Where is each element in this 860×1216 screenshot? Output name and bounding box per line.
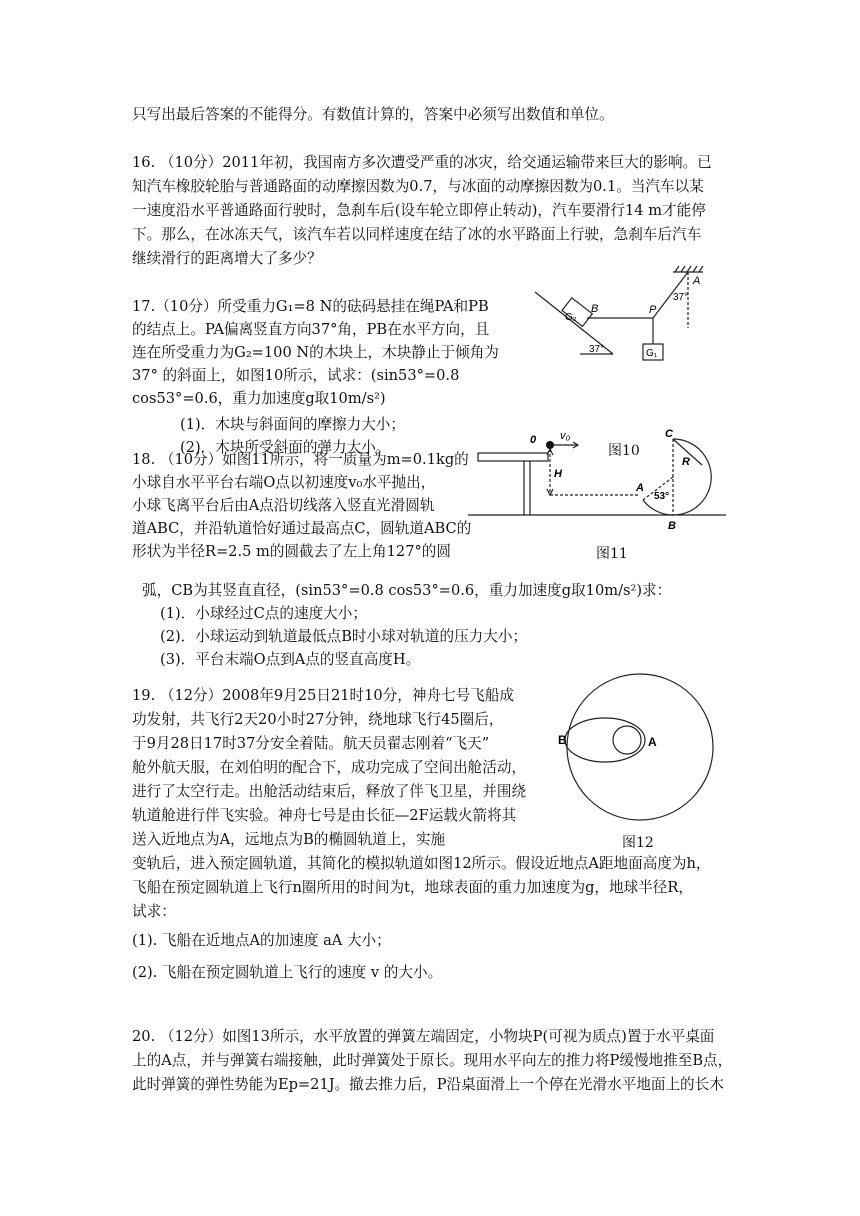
q16-line: 下。那么，在冰冻天气，该汽车若以同样速度在结了冰的水平路面上行驶，急刹车后汽车 xyxy=(132,226,702,243)
q19-subquestion: (1). 飞船在近地点A的加速度 aA 大小； xyxy=(132,932,391,949)
q18-subquestion: (2)．小球运动到轨道最低点B时小球对轨道的压力大小； xyxy=(160,628,528,645)
fig12-elliptical-orbit xyxy=(565,718,645,762)
figure-11-diagram xyxy=(468,425,728,535)
q20-line: 20. （12分）如图13所示，水平放置的弹簧左端固定，小物块P(可视为质点)置于水平桌面 xyxy=(132,1028,715,1045)
q18-line: 弧，CB为其竖直直径，(sin53°=0.8 cos53°=0.6，重力加速度g取10m/s²)求： xyxy=(142,582,672,599)
figure-12-diagram xyxy=(560,670,720,826)
q16-line: 一速度沿水平普通路面行驶时，急刹车后(设车轮立即停止转动)，汽车要滑行14 m才能停 xyxy=(132,202,706,219)
q19-line: 试求： xyxy=(132,903,176,920)
q18-line: 形状为半径R=2.5 m的圆截去了左上角127°的圆 xyxy=(132,543,451,560)
q17-line: 的结点上。PA偏离竖直方向37°角，PB在水平方向，且 xyxy=(132,321,490,338)
fig11-label-c: C xyxy=(665,428,673,440)
q17-line: 37° 的斜面上，如图10所示，试求：(sin53°=0.8 xyxy=(132,367,460,384)
q16-line: 继续滑行的距离增大了多少？ xyxy=(132,250,322,267)
fig11-label-o: 0 xyxy=(530,434,537,446)
q18-line: 道ABC，并沿轨道恰好通过最高点C，圆轨道ABC的 xyxy=(132,520,472,537)
q18-line: 小球飞离平台后由A点沿切线落入竖直光滑圆轨 xyxy=(132,497,435,514)
q19-line: 功发射，共飞行2天20小时27分钟，绕地球飞行45圈后， xyxy=(132,711,504,728)
q19-line: 变轨后，进入预定圆轨道，其简化的模拟轨道如图12所示。假设近地点A距地面高度为h， xyxy=(132,855,711,872)
figure-10-caption: 图10 xyxy=(608,443,640,459)
q19-line: 舱外航天服，在刘伯明的配合下，成功完成了空间出舱活动， xyxy=(132,759,527,776)
q17-line: 17.（10分）所受重力G₁=8 N的砝码悬挂在绳PA和PB xyxy=(132,298,489,315)
q18-line: 18. （10分）如图11所示，将一质量为m=0.1kg的 xyxy=(132,451,469,468)
fig11-label-b: B xyxy=(668,520,676,532)
figure-12-caption: 图12 xyxy=(622,835,654,851)
q19-line: 送入近地点为A，远地点为B的椭圆轨道上，实施 xyxy=(132,831,446,848)
fig10-angle-bottom: 37° xyxy=(589,344,605,355)
q17-line: 连在所受重力为G₂=100 N的木块上，木块静止于倾角为 xyxy=(132,344,499,361)
q17-subquestion: (1)．木块与斜面间的摩擦力大小； xyxy=(180,416,405,433)
fig11-angle: 53° xyxy=(654,491,670,502)
q20-line: 上的A点，并与弹簧右端接触，此时弹簧处于原长。现用水平向左的推力将P缓慢地推至B点， xyxy=(132,1052,733,1069)
fig11-label-h: H xyxy=(554,468,562,480)
q20-line: 此时弹簧的弹性势能为Ep=21J。撤去推力后，P沿桌面滑上一个停在光滑水平地面上的长木 xyxy=(132,1076,724,1093)
fig11-ball xyxy=(546,441,554,449)
fig10-label-a: A xyxy=(693,275,701,287)
figure-10-diagram xyxy=(525,262,725,392)
q18-line: 小球自水平平台右端O点以初速度v₀水平抛出， xyxy=(132,474,436,491)
fig10-label-p: P xyxy=(649,304,657,316)
q19-line: 轨道舱进行伴飞实验。神舟七号是由长征—2F运载火箭将其 xyxy=(132,807,517,824)
q19-line: 19. （12分）2008年9月25日21时10分，神舟七号飞船成 xyxy=(132,687,515,704)
q17-line: cos53°=0.6，重力加速度g取10m/s²) xyxy=(132,390,386,407)
q19-subquestion: (2). 飞船在预定圆轨道上飞行的速度 v 的大小。 xyxy=(132,964,443,981)
fig11-label-r: R xyxy=(682,456,690,468)
fig12-label-a: A xyxy=(648,735,657,749)
fig10-label-g1: G₁ xyxy=(646,348,658,359)
fig11-label-v0: v₀ xyxy=(560,430,571,442)
fig12-circular-orbit xyxy=(567,674,713,820)
q19-line: 飞船在预定圆轨道上飞行n圈所用的时间为t，地球表面的重力加速度为g，地球半径R， xyxy=(132,879,693,896)
fig11-label-a: A xyxy=(636,482,644,494)
q18-subquestion: (1)．小球经过C点的速度大小； xyxy=(160,605,367,622)
fig10-angle-top: 37° xyxy=(673,292,689,303)
q16-line: 16. （10分）2011年初，我国南方多次遭受严重的冰灾，给交通运输带来巨大的影响。已 xyxy=(132,154,712,171)
q19-line: 于9月28日17时37分安全着陆。航天员翟志刚着“飞天” xyxy=(132,735,490,752)
q17-subquestion: (2)．木块所受斜面的弹力大小。 xyxy=(180,439,391,456)
fig12-label-b: B xyxy=(558,733,567,747)
q18-subquestion: (3)．平台末端O点到A点的竖直高度H。 xyxy=(160,651,421,668)
intro-text: 只写出最后答案的不能得分。有数值计算的，答案中必须写出数值和单位。 xyxy=(132,106,614,123)
fig10-label-g2: G₂ xyxy=(565,312,577,323)
q19-line: 进行了太空行走。出舱活动结束后，释放了伴飞卫星，并围绕 xyxy=(132,783,527,800)
q16-line: 知汽车橡胶轮胎与普通路面的动摩擦因数为0.7，与冰面的动摩擦因数为0.1。当汽车以某 xyxy=(132,178,704,195)
fig12-earth xyxy=(613,726,641,754)
figure-11-caption: 图11 xyxy=(596,546,628,562)
fig10-label-b: B xyxy=(591,303,599,315)
